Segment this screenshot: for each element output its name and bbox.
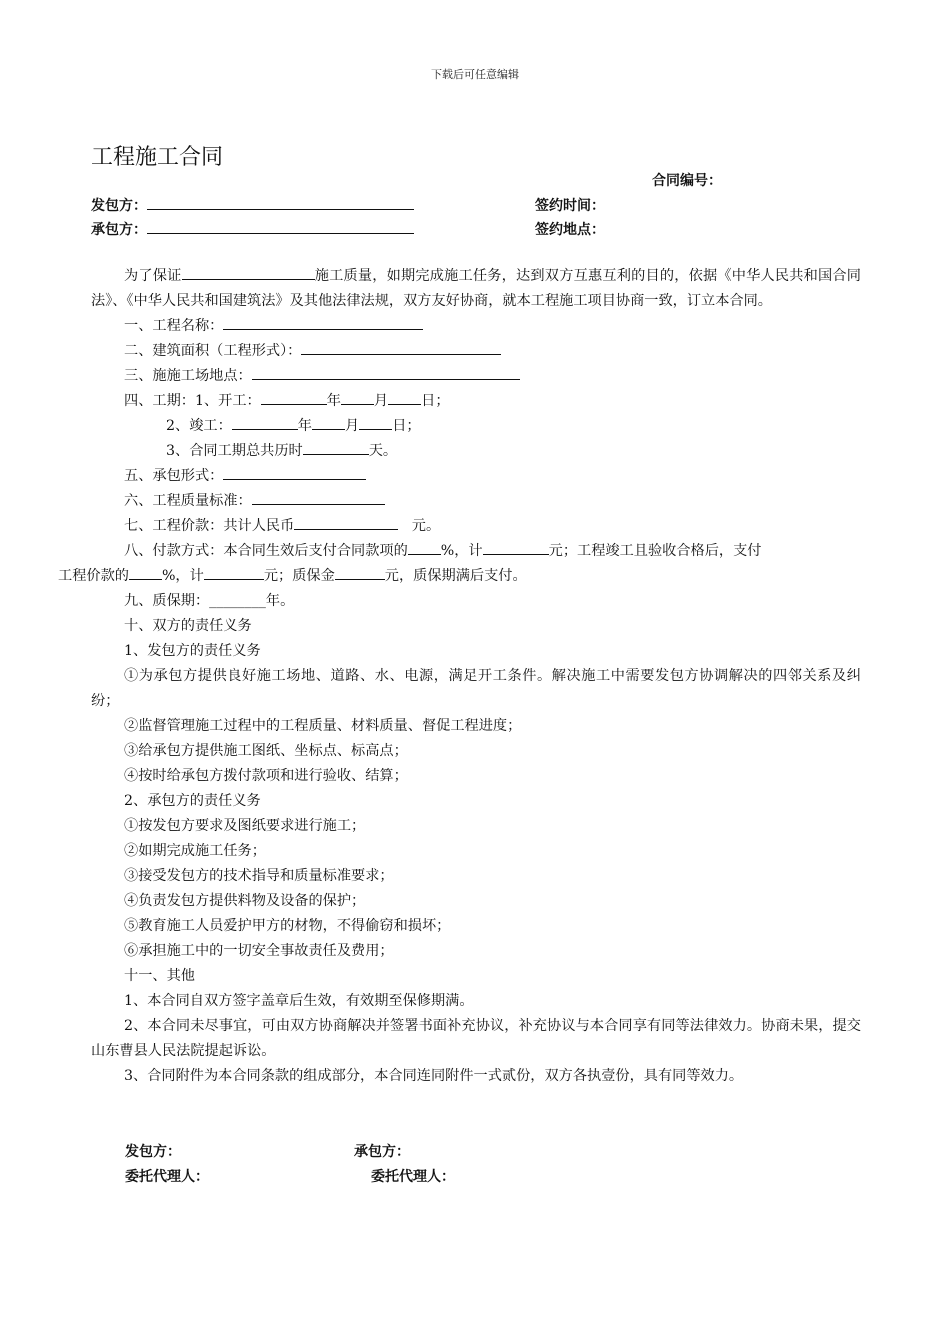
other-1: 1、本合同自双方签字盖章后生效，有效期至保修期满。 (124, 993, 474, 1009)
duties-a-title: 1、发包方的责任义务 (124, 643, 261, 659)
item-start: 四、工期：1、开工： 年 月 日； (91, 389, 861, 414)
page-title: 工程施工合同 (91, 145, 224, 170)
duty-b6: ⑥承担施工中的一切安全事故责任及费用； (124, 943, 394, 959)
total-days-blank[interactable] (303, 439, 369, 455)
other-title: 十一、其他 (124, 968, 195, 984)
intro-paragraph: 为了保证 施工质量，如期完成施工任务，达到双方互惠互利的目的，依据《中华人民共和国合同法》、《中华人民共和国建筑法》及其他法律法规，双方友好协商，就本工程施工项目协商一致，订立本合同。 (91, 264, 861, 314)
duties-title: 十、双方的责任义务 (124, 618, 252, 634)
contract-form-blank[interactable] (223, 464, 366, 480)
party-b-label: 承包方： (91, 222, 147, 238)
item-warranty: 九、质保期：________年。 (124, 593, 295, 609)
item-name: 一、工程名称： (91, 314, 861, 339)
end-year-blank[interactable] (232, 414, 298, 430)
duty-a4: ④按时给承包方拨付款项和进行验收、结算； (124, 768, 408, 784)
party-a-blank[interactable] (147, 195, 414, 210)
sign-agent-b: 委托代理人： (371, 1169, 455, 1185)
other-2: 2、本合同未尽事宜，可由双方协商解决并签署书面补充协议，补充协议与本合同享有同等法律效力。协商未果，提交山东曹县人民法院提起诉讼。 (91, 1018, 861, 1059)
end-month-blank[interactable] (312, 414, 345, 430)
start-year-blank[interactable] (261, 389, 327, 405)
area-blank[interactable] (301, 339, 501, 355)
other-3: 3、合同附件为本合同条款的组成部分，本合同连同附件一式贰份，双方各执壹份，具有同等效力。 (124, 1068, 744, 1084)
contract-body (58, 264, 861, 1089)
item-site: 三、施施工场地点： (91, 364, 861, 389)
quality-blank[interactable] (252, 489, 385, 505)
party-a-label: 发包方： (91, 198, 147, 214)
start-month-blank[interactable] (341, 389, 374, 405)
sign-party-a: 发包方： (125, 1144, 181, 1160)
contract-no-label: 合同编号： (652, 173, 722, 189)
sign-agent-a: 委托代理人： (125, 1169, 209, 1185)
party-b-blank[interactable] (147, 219, 414, 234)
header-note: 下载后可任意编辑 (431, 68, 519, 81)
retention-blank[interactable] (335, 564, 385, 580)
duty-a2: ②监督管理施工过程中的工程质量、材料质量、督促工程进度； (124, 718, 522, 734)
pay-percent-2-blank[interactable] (129, 564, 162, 580)
site-blank[interactable] (252, 364, 520, 380)
pay-amount-2-blank[interactable] (204, 564, 264, 580)
sign-party-b: 承包方： (354, 1144, 410, 1160)
duty-b1: ①按发包方要求及图纸要求进行施工； (124, 818, 366, 834)
item-quality: 六、工程质量标准： (91, 489, 861, 514)
item-price: 七、工程价款：共计人民币 元。 (91, 514, 861, 539)
duty-b2: ②如期完成施工任务； (124, 843, 266, 859)
sign-place-label: 签约地点： (535, 222, 605, 238)
item-total: 3、合同工期总共历时 天。 (91, 439, 861, 464)
price-blank[interactable] (294, 514, 398, 530)
item-contract-form: 五、承包形式： (91, 464, 861, 489)
name-blank[interactable] (223, 314, 423, 330)
duty-b4: ④负责发包方提供料物及设备的保护； (124, 893, 366, 909)
sign-time-label: 签约时间： (535, 198, 605, 214)
item-payment: 八、付款方式：本合同生效后支付合同款项的 %，计 元；工程竣工且验收合格后，支付 工程价款的 %，计 元；质保金 元，质保期满后支付。 (91, 539, 861, 589)
pay-amount-1-blank[interactable] (483, 539, 549, 555)
end-day-blank[interactable] (359, 414, 392, 430)
item-area: 二、建筑面积（工程形式）： (91, 339, 861, 364)
start-day-blank[interactable] (388, 389, 421, 405)
duty-a1: ①为承包方提供良好施工场地、道路、水、电源，满足开工条件。解决施工中需要发包方协调解决的四邻关系及纠纷； (91, 668, 861, 709)
duties-b-title: 2、承包方的责任义务 (124, 793, 261, 809)
item-complete: 2、竣工： 年 月 日； (91, 414, 861, 439)
pay-percent-1-blank[interactable] (408, 539, 441, 555)
duty-b3: ③接受发包方的技术指导和质量标准要求； (124, 868, 394, 884)
duty-b5: ⑤教育施工人员爱护甲方的材物，不得偷窃和损坏； (124, 918, 451, 934)
party-a-row (91, 195, 414, 215)
party-b-row (91, 219, 414, 239)
quality-target-blank[interactable] (182, 264, 315, 280)
duty-a3: ③给承包方提供施工图纸、坐标点、标高点； (124, 743, 408, 759)
